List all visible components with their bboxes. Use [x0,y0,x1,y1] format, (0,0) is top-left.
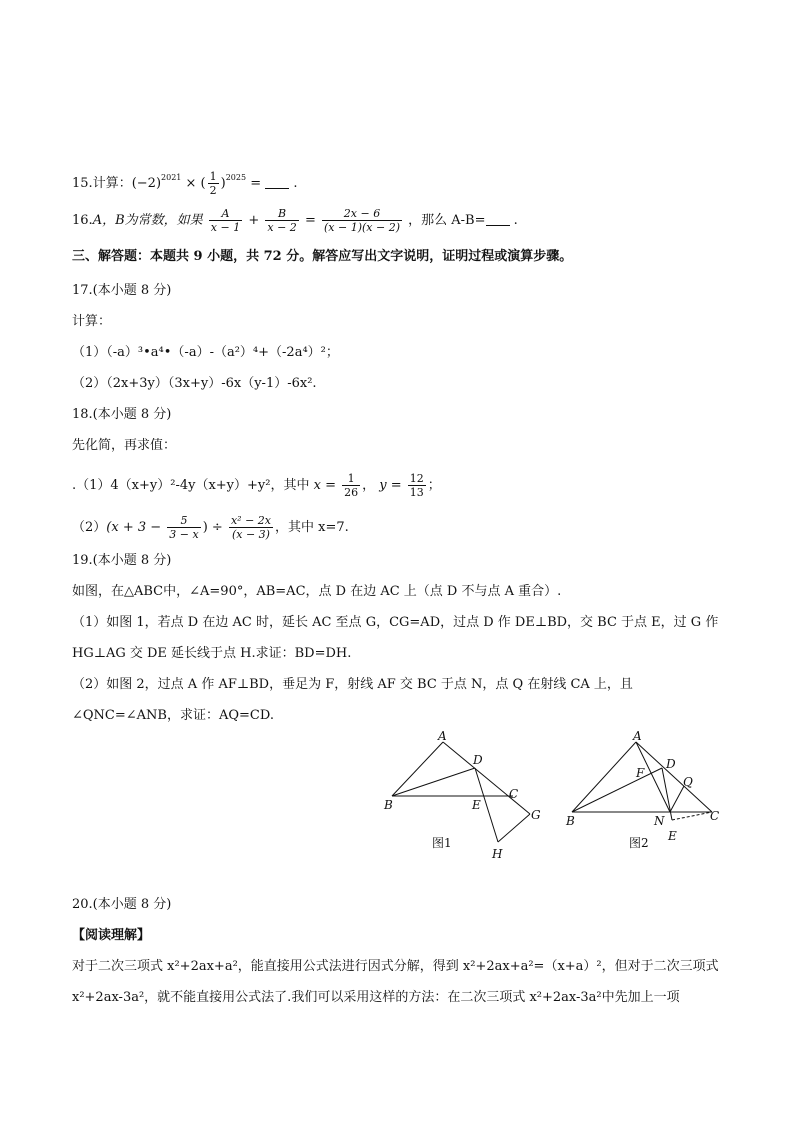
q17-header: 17.(本小题 8 分) [72,283,172,298]
q15-exp1: 2021 [161,173,182,182]
q18-p2-f-num: 5 [167,514,200,528]
q17-intro: 计算： [72,314,112,329]
fig2-label-D: D [666,757,676,771]
fig1-label-D: D [473,753,483,767]
fig1-label-E: E [472,798,481,812]
fig2-label-A: A [633,730,642,743]
q16-f3-den: (x − 1)(x − 2) [324,221,400,234]
fig2-caption: 图2 [629,836,649,850]
q15-fraction [208,170,219,197]
q16-f2-num: B [265,207,298,221]
q18-x-num: 1 [342,472,360,486]
section-3-heading: 三、解答题：本题共 9 小题，共 72 分。解答应写出文字说明，证明过程或演算步骤。 [72,249,573,264]
q18-p1-comma: ， [362,478,376,493]
q18-p1-x: x = [313,478,336,493]
q15-frac-den: 2 [209,184,217,197]
fig2-label-E: E [668,829,677,843]
q17-part-1: （1）（-a）³•a⁴•（-a）-（a²）⁴+（-2a⁴）²； [72,345,339,360]
q19-line-1: 如图，在△ABC中，∠A=90°，AB=AC，点 D 在边 AC 上（点 D 不与点 A 重合）. [72,584,562,599]
q15-number: 15. [72,176,93,191]
q18-part-2 [72,514,349,541]
q16-f1-den: x − 1 [210,221,241,234]
q20-line-2: x²+2ax-3a²，就不能直接用公式法了.我们可以采用这样的方法：在二次三项式 x²+2ax-3a²中先加上一项 [72,990,680,1005]
q18-p1-y-frac [408,472,426,499]
q19-header: 19.(本小题 8 分) [72,553,172,568]
q18-p2-f-den: 3 − x [169,528,199,541]
fig1-segment-BD [392,768,475,796]
q18-y-den: 13 [409,486,424,499]
figure-2 [562,730,732,855]
q19-line-4: （2）如图 2，过点 A 作 AF⊥BD，垂足为 F，射线 AF 交 BC 于点 N，点 Q 在射线 CA 上，且 [72,677,633,692]
q19-line-3: HG⊥AG 交 DE 延长线于点 H.求证：BD=DH. [72,646,352,661]
fig1-label-G: G [531,808,541,822]
fig1-segment-AG [443,742,530,814]
question-16 [72,207,518,234]
q18-p2-expr1: (x + 3 − [106,520,162,535]
q15-eq: = [250,176,262,191]
q20-line-1: 对于二次三项式 x²+2ax+a²，能直接用公式法进行因式分解，得到 x²+2ax+a²=（x+a）²，但对于二次三项式 [72,959,719,974]
fig2-label-C: C [710,809,720,823]
fig2-segment-AC [636,742,712,812]
q16-end: . [513,213,518,228]
q16-fraction-1 [209,207,242,234]
q16-plus: + [248,213,260,228]
q16-f3-num: 2x − 6 [322,207,402,221]
fig2-label-N: N [654,814,665,828]
q18-p2-g-num: x² − 2x [230,514,271,527]
q18-p1-y: y = [379,478,402,493]
q18-p1-text: .（1）4（x+y）²-4y（x+y）+y²，其中 [72,478,310,493]
q18-p2-frac-1 [167,514,200,541]
q18-header: 18.(本小题 8 分) [72,407,172,422]
fig1-label-A: A [438,730,447,743]
q18-p1-end: ； [427,478,441,493]
q15-answer-blank[interactable] [265,176,289,189]
q15-frac-num: 1 [209,170,217,183]
q20-tag: 【阅读理解】 [72,928,151,943]
fig2-label-F: F [636,766,645,780]
q15-exp2: 2025 [225,173,247,182]
q16-f2-den: x − 2 [267,221,297,234]
q18-p2-frac-2 [229,514,273,541]
q17-part-2: （2）（2x+3y）（3x+y）-6x（y-1）-6x². [72,376,317,391]
q18-p1-x-frac [342,472,360,499]
q15-base: (−2) [131,176,162,191]
fig2-label-B: B [566,814,575,828]
fig2-segment-AB [572,742,636,812]
q18-x-den: 26 [344,486,359,499]
question-15: 15.计算：$(-2)^{2021}$ × ( $\frac{1}{2}$ )$^{2025}$ = . [72,170,298,197]
q18-intro: 先化简，再求值： [72,438,177,453]
q16-number: 16. [72,213,93,228]
q16-fraction-2 [265,207,298,234]
q19-line-5: ∠QNC=∠ANB，求证：AQ=CD. [72,708,274,723]
q16-answer-blank[interactable] [486,213,510,226]
fig2-segment-NQ [670,786,684,812]
q19-line-2: （1）如图 1，若点 D 在边 AC 时，延长 AC 至点 G，CG=AD，过点 D 作 DE⊥BD，交 BC 于点 E，过 G 作 [72,615,719,630]
q15-end: . [293,176,298,191]
figure-1 [380,730,550,865]
q16-fraction-3 [322,207,402,234]
q18-p2-end: ，其中 x=7. [274,520,349,535]
fig1-label-H: H [492,847,503,861]
q18-p2-g-den: (x − 3) [231,528,270,541]
fig1-caption: 图1 [432,836,452,850]
q15-label: 计算： [92,176,132,191]
q16-post: ，那么 A-B= [408,213,486,228]
fig1-segment-GH [498,814,530,842]
q15-times: × [185,176,197,191]
q16-eq: = [304,213,316,228]
fig1-label-C: C [509,787,519,801]
fig2-dashed-EC [672,812,712,820]
q18-p2-label: （2） [72,520,107,535]
q16-pre: A，B为常数，如果 [92,213,203,228]
q20-header: 20.(本小题 8 分) [72,897,172,912]
q16-f1-num: A [209,207,242,221]
q18-y-num: 12 [409,472,424,485]
fig2-segment-BD [572,768,662,812]
fig2-label-Q: Q [683,775,693,789]
q18-p2-expr2: ) ÷ [202,520,223,535]
fig1-label-B: B [384,798,393,812]
q18-part-1 [72,472,441,499]
